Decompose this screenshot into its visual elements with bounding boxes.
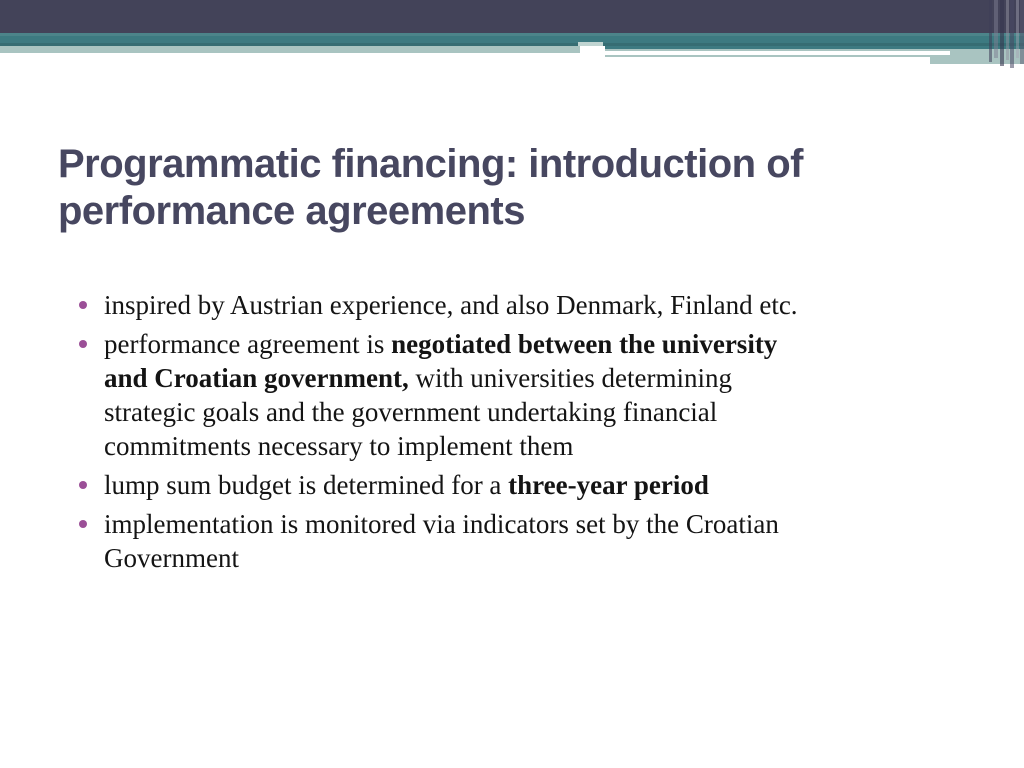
- bullet-item: [78, 327, 983, 463]
- bullet-dot-icon: [79, 340, 87, 348]
- bullet-text: inspired by Austrian experience, and also Denmark, Finland etc.: [104, 290, 798, 320]
- header-sage-notch: [578, 42, 603, 46]
- bullet-text: implementation is monitored via indicators set by the Croatian Government: [104, 509, 779, 573]
- bullet-item: [78, 288, 983, 322]
- header-white-stripe: [605, 51, 950, 55]
- bullet-text: performance agreement is negotiated between the university and Croatian government, with universities determining strategic goals and the government undertaking financial commitments necessary to implement them: [104, 329, 778, 461]
- bullet-item: [78, 468, 983, 502]
- bullet-list: [78, 288, 983, 580]
- header-sage-band-left: [0, 46, 580, 53]
- slide-title-line: performance agreements: [58, 189, 525, 233]
- bullet-dot-icon: [79, 481, 87, 489]
- slide-title-line: Programmatic financing: introduction of: [58, 142, 803, 186]
- header-sage-band-corner: [930, 57, 1024, 64]
- bullet-dot-icon: [79, 301, 87, 309]
- slide-title: [58, 141, 803, 235]
- bullet-dot-icon: [79, 520, 87, 528]
- bullet-text: lump sum budget is determined for a three-year period: [104, 470, 709, 500]
- header-teal-band: [0, 33, 1024, 46]
- bullet-item: [78, 507, 983, 575]
- header-dark-band: [0, 0, 1024, 33]
